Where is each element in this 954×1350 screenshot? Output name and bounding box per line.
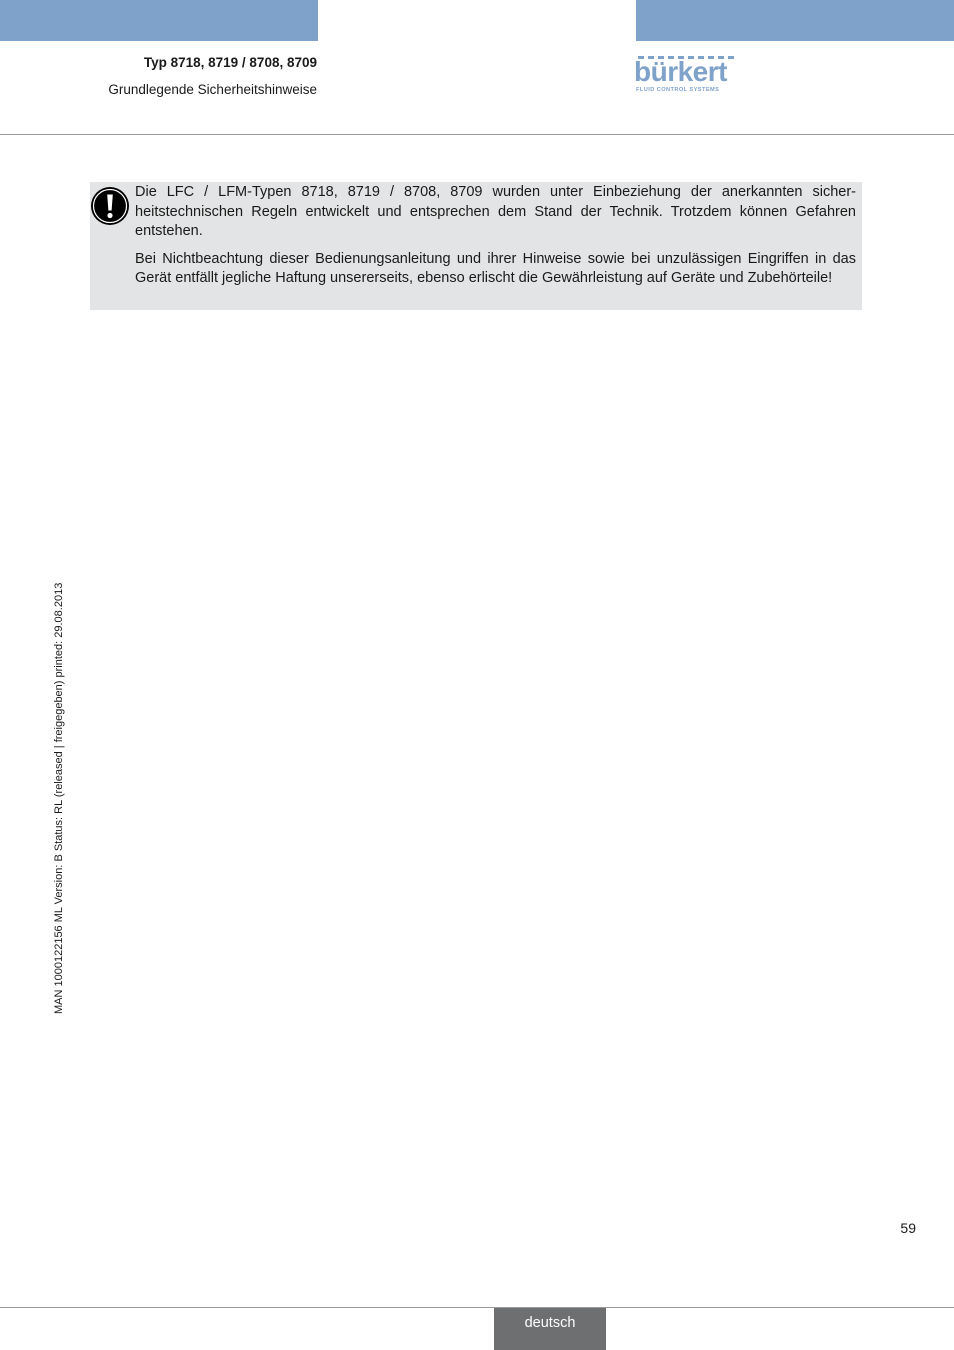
section-title: Grundlegende Sicherheitshinweise [108,82,317,97]
warning-exclamation-icon [90,186,130,226]
notice-paragraph-1: Die LFC / LFM-Typen 8718, 8719 / 8708, 8709 wurden unter Einbeziehung der anerkannten sicherheitstechnischen Regeln entwickelt und entsprechen dem Stand der Technik. Trotzdem können Gefahren entstehen. [135,184,856,239]
document-title: Typ 8718, 8719 / 8708, 8709 [143,55,317,70]
document-metadata: MAN 1000122156 ML Version: B Status: RL (released | freigegeben) printed: 29.08.2013 [53,582,65,1014]
notice-paragraph-2: Bei Nichtbeachtung dieser Bedienungsanleitung und ihrer Hinweise sowie bei unzulässigen Eingriffen in das Gerät entfällt jegliche Haftung unsererseits, ebenso erlischt die Gewährleistung auf Geräte und Zubehörteile! [135,250,856,286]
header-divider [0,134,954,135]
safety-notice [90,182,862,310]
notice-text [135,183,856,297]
language-tab: deutsch [494,1308,606,1350]
footer-divider [0,1307,954,1308]
header-accent-bar-right [636,0,954,41]
header-accent-bar-left [0,0,318,41]
logo-tagline: FLUID CONTROL SYSTEMS [636,87,720,93]
burkert-logo [634,56,734,96]
page-number: 59 [900,1220,916,1236]
logo-wordmark: bürkert [634,56,727,87]
